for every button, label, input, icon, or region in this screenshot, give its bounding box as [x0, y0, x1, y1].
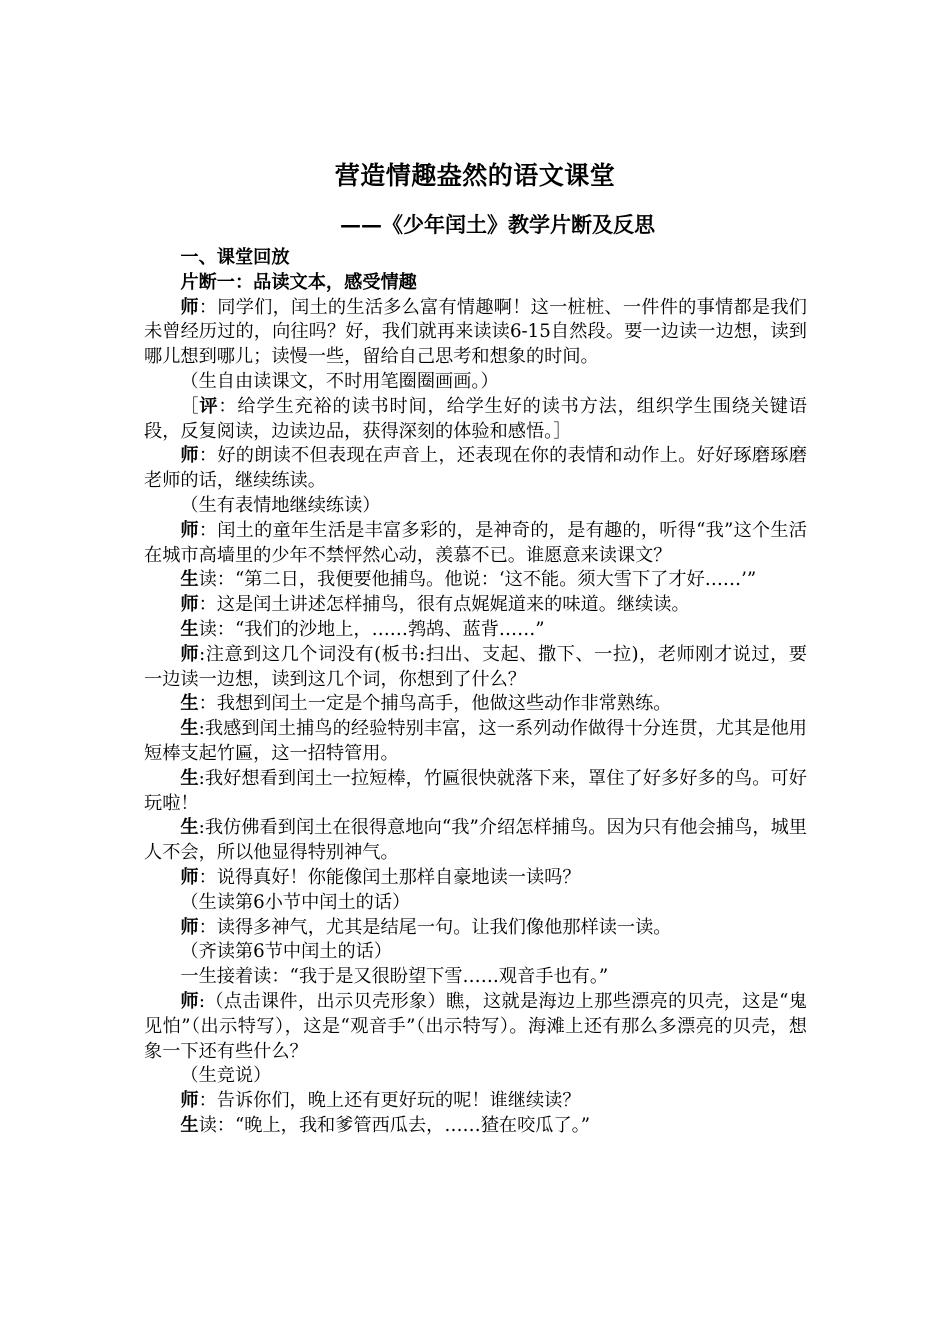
dialogue-paragraph — [144, 296, 807, 370]
dialogue-text: ：告诉你们，晚上还有更好玩的呢！谁继续读？ — [198, 1090, 581, 1112]
dialogue-text: ：这是闰土讲述怎样捕鸟，很有点娓娓道来的味道。继续读。 — [198, 594, 690, 616]
document-title: 营造情趣盎然的语文课堂 — [334, 161, 616, 190]
dialogue-paragraph — [144, 643, 807, 693]
document-body — [144, 246, 807, 1139]
dialogue-paragraph — [144, 916, 807, 941]
dialogue-text: :我感到闰土捕鸟的经验特别丰富，这一系列动作做得十分连贯，尤其是他用短棒支起竹匾，这一招特管用。 — [144, 718, 807, 764]
speaker-label: 生 — [180, 718, 199, 740]
narration-paragraph: （生有表情地继续练读） — [180, 494, 381, 516]
speaker-label: 生 — [180, 618, 199, 640]
dialogue-paragraph — [144, 444, 807, 494]
speaker-label: 生 — [180, 569, 199, 591]
dialogue-paragraph — [144, 816, 807, 866]
dialogue-paragraph — [144, 618, 807, 643]
speaker-label: 师 — [180, 445, 199, 467]
speaker-label: 师 — [180, 519, 199, 541]
speaker-label: 师 — [180, 1090, 199, 1112]
dialogue-text: ：读得多神气，尤其是结尾一句。让我们像他那样读一读。 — [198, 916, 672, 938]
dialogue-text: ：闰土的童年生活是丰富多彩的，是神奇的，是有趣的，听得“我”这个生活在城市高墙里的少年不禁怦然心动，羡慕不已。谁愿意来读课文？ — [144, 519, 807, 566]
dialogue-text: ：说得真好！你能像闰土那样自豪地读一读吗？ — [198, 866, 581, 888]
speaker-label: 师 — [180, 990, 199, 1012]
dialogue-text: 读：“第二日，我便要他捕鸟。他说：‘这不能。须大雪下了才好……’” — [198, 569, 757, 591]
dialogue-paragraph — [144, 767, 807, 817]
narration-paragraph: （齐读第6节中闰土的话） — [180, 941, 393, 963]
dialogue-text: ：同学们，闰土的生活多么富有情趣啊！这一桩桩、一件件的事情都是我们未曾经历过的，向往吗？好，我们就再来读读6-15自然段。要一边读一边想，读到哪儿想到哪儿；读慢一些，留给自己思考和想象的时间。 — [144, 296, 807, 368]
dialogue-paragraph — [144, 866, 807, 891]
speaker-label: 生 — [180, 693, 199, 715]
narration-paragraph: （生竞说） — [180, 1065, 272, 1087]
speaker-label: 师 — [180, 916, 199, 938]
speaker-label: 师 — [180, 866, 199, 888]
dialogue-paragraph — [144, 593, 807, 618]
dialogue-paragraph — [144, 990, 807, 1064]
section-heading: 片断一：品读文本，感受情趣 — [180, 271, 417, 293]
speaker-label: 师 — [180, 594, 199, 616]
comment-text: ：给学生充裕的读书时间，给学生好的读书方法，组织学生围绕关键语段，反复阅读，边读边品，获得深刻的体验和感悟。］ — [144, 395, 807, 442]
dialogue-text: ：我想到闰土一定是个捕鸟高手，他做这些动作非常熟练。 — [198, 693, 672, 715]
narration-paragraph: （生读第6小节中闰土的话） — [180, 891, 411, 913]
comment-bracket: ［ — [180, 395, 200, 417]
dialogue-paragraph — [144, 717, 807, 767]
narration-paragraph: （生自由读课文，不时用笔圈圈画画。） — [180, 370, 499, 392]
speaker-label: 师 — [180, 296, 199, 318]
dialogue-text: 读：“我们的沙地上，……鹁鸪、蓝背……” — [198, 618, 545, 640]
speaker-label: 生 — [180, 1114, 199, 1136]
narration-paragraph: 一生接着读：“我于是又很盼望下雪……观音手也有。” — [180, 966, 609, 988]
comment-label: 评 — [199, 395, 219, 417]
dialogue-text: :我仿佛看到闰土在很得意地向“我”介绍怎样捕鸟。因为只有他会捕鸟，城里人不会，所以他显得特别神气。 — [144, 817, 807, 864]
dialogue-text: ：好的朗读不但表现在声音上，还表现在你的表情和动作上。好好琢磨琢磨老师的话，继续练读。 — [144, 445, 807, 492]
dialogue-text: :注意到这几个词没有(板书:扫出、支起、撒下、一拉)，老师刚才说过，要一边读一边想，读到这几个词，你想到了什么？ — [144, 643, 807, 690]
dialogue-text: :我好想看到闰土一拉短棒，竹匾很快就落下来，罩住了好多好多的鸟。可好玩啦！ — [144, 767, 807, 814]
dialogue-text: :（点击课件，出示贝壳形象）瞧，这就是海边上那些漂亮的贝壳，这是“鬼见怕”（出示特写），这是“观音手”（出示特写）。海滩上还有那么多漂亮的贝壳，想象一下还有些什么？ — [144, 990, 807, 1062]
dialogue-paragraph — [144, 1089, 807, 1114]
dialogue-paragraph — [144, 1114, 807, 1139]
comment-paragraph — [144, 395, 807, 445]
dialogue-paragraph — [144, 568, 807, 593]
speaker-label: 生 — [180, 767, 199, 789]
dialogue-text: 读：“晚上，我和爹管西瓜去，……猹在咬瓜了。” — [198, 1114, 591, 1136]
speaker-label: 生 — [180, 817, 199, 839]
section-heading: 一、课堂回放 — [180, 247, 290, 268]
dialogue-paragraph — [144, 519, 807, 569]
document-subtitle: ——《少年闰土》教学片断及反思 — [340, 212, 655, 237]
dialogue-paragraph — [144, 692, 807, 717]
speaker-label: 师 — [180, 643, 200, 665]
